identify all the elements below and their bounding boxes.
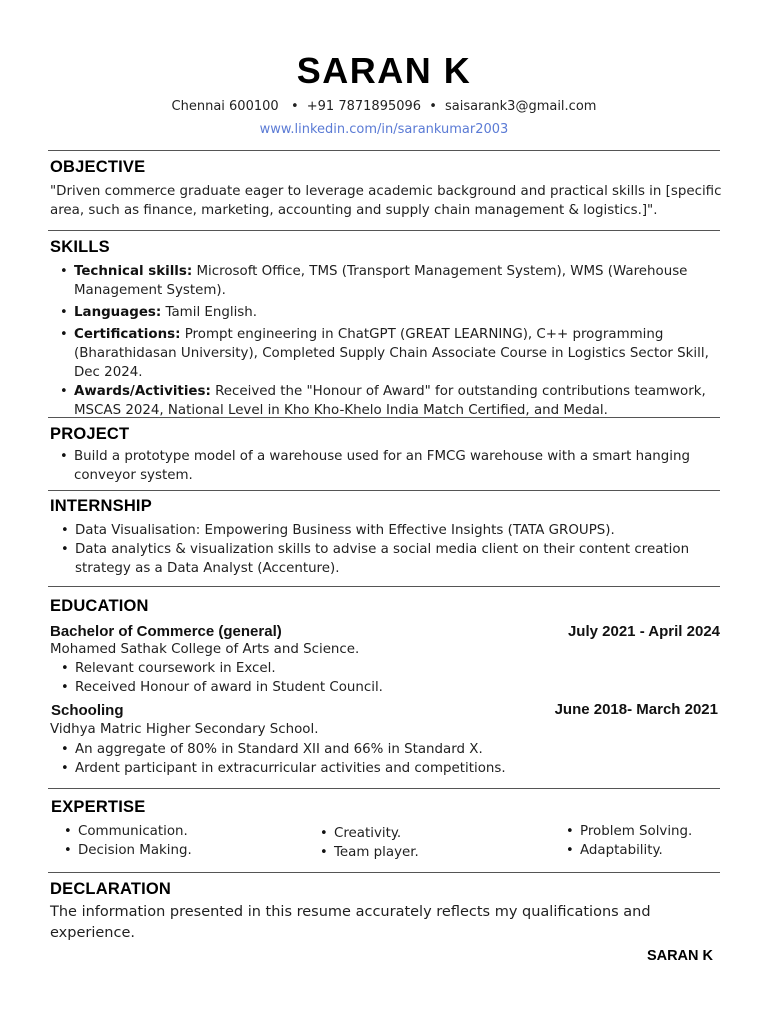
expertise-col-1	[54, 822, 274, 860]
project-heading: PROJECT	[50, 425, 130, 443]
internship-list	[51, 521, 711, 578]
institution: Mohamed Sathak College of Arts and Science.	[50, 642, 360, 657]
expertise-col-2	[310, 824, 510, 862]
section-divider	[48, 417, 720, 418]
list-item: • Problem Solving.	[556, 822, 736, 841]
list-item: • Communication.	[54, 822, 274, 841]
section-divider	[48, 150, 720, 151]
list-item: • Received Honour of award in Student Council.	[51, 678, 711, 697]
location: Chennai 600100	[171, 99, 279, 114]
list-item: • Creativity.	[310, 824, 510, 843]
list-item: • Adaptability.	[556, 841, 736, 860]
separator: •	[286, 99, 299, 114]
section-divider	[48, 872, 720, 873]
email[interactable]: saisarank3@gmail.com	[445, 99, 597, 114]
education-heading: EDUCATION	[50, 597, 149, 615]
expertise-col-3	[556, 822, 736, 860]
school-name: Vidhya Matric Higher Secondary School.	[50, 722, 319, 737]
schooling-title: Schooling	[51, 702, 124, 719]
declaration-text: The information presented in this resume accurately reflects my qualifications and experience.	[50, 904, 651, 941]
internship-item: • Data analytics & visualization skills to advise a social media client on their content creation strategy as a Data Analyst (Accenture).	[51, 540, 711, 578]
candidate-name: SARAN K	[296, 50, 472, 91]
schooling-points	[51, 740, 711, 778]
skills-heading: SKILLS	[50, 238, 110, 256]
skill-item-languages: • Languages: Tamil English.	[50, 303, 710, 322]
project-item: • Build a prototype model of a warehouse used for an FMCG warehouse with a smart hanging conveyor system.	[50, 447, 710, 485]
internship-item: • Data Visualisation: Empowering Business with Effective Insights (TATA GROUPS).	[51, 521, 711, 540]
skills-list	[50, 262, 710, 420]
objective-heading: OBJECTIVE	[50, 158, 146, 176]
list-item: • Relevant coursework in Excel.	[51, 659, 711, 678]
phone: +91 7871895096	[306, 99, 422, 114]
declaration-heading: DECLARATION	[50, 880, 172, 898]
list-item: • Team player.	[310, 843, 510, 862]
skill-item-certifications: • Certifications: Prompt engineering in ChatGPT (GREAT LEARNING), C++ programming (Bharathidasan University), Completed Supply Chain Associate Course in Logistics Sector Skill, Dec 2024.	[50, 325, 710, 382]
list-item: • Ardent participant in extracurricular activities and competitions.	[51, 759, 711, 778]
contact-line	[0, 99, 768, 114]
schooling-dates: June 2018- March 2021	[554, 701, 718, 718]
internship-heading: INTERNSHIP	[50, 497, 152, 515]
degree-title: Bachelor of Commerce (general)	[50, 623, 282, 640]
expertise-heading: EXPERTISE	[51, 798, 146, 816]
section-divider	[48, 230, 720, 231]
skill-item-technical: • Technical skills: Microsoft Office, TMS (Transport Management System), WMS (Warehouse Management System).	[50, 262, 710, 300]
linkedin-link[interactable]: www.linkedin.com/in/sarankumar2003	[259, 122, 509, 137]
signature: SARAN K	[646, 948, 713, 964]
degree-points	[51, 659, 711, 697]
list-item: • An aggregate of 80% in Standard XII and 66% in Standard X.	[51, 740, 711, 759]
section-divider	[48, 788, 720, 789]
section-divider	[48, 490, 720, 491]
list-item: • Decision Making.	[54, 841, 274, 860]
objective-text: "Driven commerce graduate eager to leverage academic background and practical skills in [specific area, such as finance, marketing, accounting and supply chain management & logistics.]".	[50, 184, 722, 218]
skill-item-awards: • Awards/Activities: Received the "Honour of Award" for outstanding contributions teamwork, MSCAS 2024, National Level in Kho Kho-Khelo India Match Certified, and Medal.	[50, 382, 710, 420]
separator: •	[429, 99, 437, 114]
degree-dates: July 2021 - April 2024	[567, 623, 720, 640]
section-divider	[48, 586, 720, 587]
project-list	[50, 447, 710, 485]
